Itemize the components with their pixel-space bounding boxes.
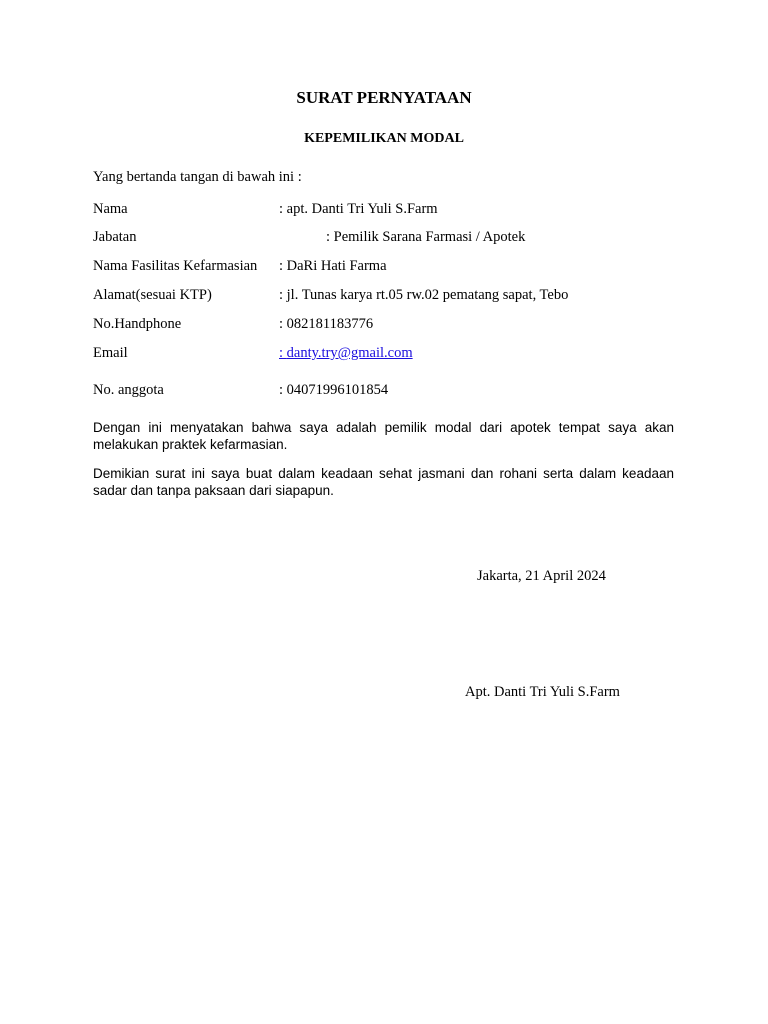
field-label-anggota: No. anggota — [93, 382, 164, 398]
place-date: Jakarta, 21 April 2024 — [477, 568, 606, 584]
document-subtitle: KEPEMILIKAN MODAL — [304, 131, 464, 146]
field-label-handphone: No.Handphone — [93, 316, 182, 332]
field-label-email: Email — [93, 345, 128, 361]
field-value-anggota: : 04071996101854 — [279, 382, 389, 398]
field-value-email — [279, 345, 413, 362]
field-label-jabatan: Jabatan — [93, 229, 137, 245]
field-value-nama: : apt. Danti Tri Yuli S.Farm — [279, 201, 438, 217]
field-value-fasilitas: : DaRi Hati Farma — [279, 258, 387, 274]
email-prefix: : — [279, 345, 287, 361]
field-value-jabatan: : Pemilik Sarana Farmasi / Apotek — [326, 229, 526, 245]
field-label-fasilitas: Nama Fasilitas Kefarmasian — [93, 258, 258, 274]
intro-text: Yang bertanda tangan di bawah ini : — [93, 169, 302, 185]
field-label-alamat: Alamat(sesuai KTP) — [93, 287, 212, 303]
email-link[interactable]: danty.try@gmail.com — [286, 345, 413, 361]
field-value-handphone: : 082181183776 — [279, 316, 374, 332]
field-value-alamat: : jl. Tunas karya rt.05 rw.02 pematang sapat, Tebo — [279, 287, 569, 303]
signer-name: Apt. Danti Tri Yuli S.Farm — [465, 684, 620, 700]
closing-paragraph: Demikian surat ini saya buat dalam keadaan sehat jasmani dan rohani serta dalam keadaan sadar dan tanpa paksaan dari siapapun. — [93, 466, 674, 498]
field-label-nama: Nama — [93, 201, 128, 217]
document-title: SURAT PERNYATAAN — [296, 88, 472, 107]
statement-paragraph: Dengan ini menyatakan bahwa saya adalah pemilik modal dari apotek tempat saya akan melakukan praktek kefarmasian. — [93, 420, 674, 452]
